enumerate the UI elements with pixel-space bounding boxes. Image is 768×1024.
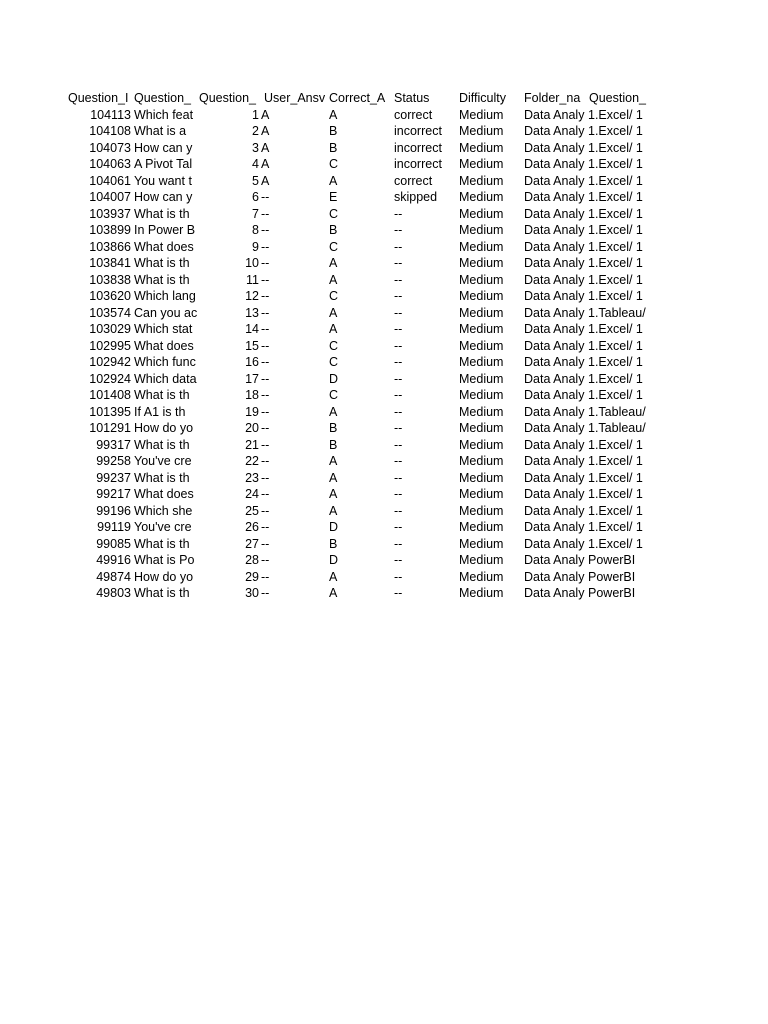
cell-difficulty[interactable]: Medium (459, 272, 504, 287)
cell-question-id[interactable]: 103574 (89, 305, 131, 320)
cell-question[interactable]: You've cre (134, 454, 192, 468)
cell-question-topic[interactable]: 1.Excel/ 1 (588, 338, 643, 353)
cell-question-topic[interactable]: 1.Excel/ 1 (588, 487, 643, 501)
cell-correct-answer[interactable]: B (329, 421, 338, 435)
cell-question-id[interactable]: 103866 (89, 239, 131, 254)
cell-question[interactable]: Can you ac (134, 305, 198, 320)
cell-difficulty[interactable]: Medium (459, 388, 504, 402)
cell-correct-answer[interactable]: C (329, 206, 339, 221)
cell-folder-name[interactable]: Data Analy (524, 157, 585, 171)
cell-correct-answer[interactable]: A (329, 569, 338, 584)
cell-correct-answer[interactable]: C (329, 355, 339, 369)
cell-question-number[interactable]: 24 (245, 487, 259, 501)
cell-status[interactable]: correct (394, 107, 433, 122)
cell-difficulty[interactable]: Medium (459, 569, 504, 584)
cell-question-number[interactable]: 18 (245, 388, 259, 402)
header-question-topic[interactable]: Question_ (589, 91, 646, 105)
cell-question[interactable]: How can y (134, 190, 193, 204)
cell-status[interactable]: -- (394, 569, 403, 584)
cell-status[interactable]: -- (394, 305, 403, 320)
cell-status[interactable]: -- (394, 206, 403, 221)
cell-question-id[interactable]: 104113 (90, 107, 131, 122)
cell-question-topic[interactable]: 1.Excel/ 1 (588, 355, 643, 369)
cell-folder-name[interactable]: Data Analy (524, 190, 585, 204)
cell-question-topic[interactable]: 1.Tableau/ (588, 404, 646, 419)
cell-question-topic[interactable]: 1.Excel/ 1 (588, 272, 643, 287)
cell-difficulty[interactable]: Medium (459, 437, 504, 452)
cell-question-number[interactable]: 1 (252, 107, 259, 122)
cell-question-topic[interactable]: 1.Excel/ 1 (588, 206, 643, 221)
cell-question-topic[interactable]: 1.Excel/ 1 (588, 239, 643, 254)
cell-question-topic[interactable]: PowerBI (588, 586, 636, 600)
cell-question[interactable]: How do yo (134, 569, 194, 584)
cell-correct-answer[interactable]: A (329, 173, 338, 188)
cell-question-number[interactable]: 3 (252, 140, 259, 155)
cell-question-id[interactable]: 104108 (89, 124, 131, 138)
cell-status[interactable]: -- (394, 586, 403, 600)
cell-folder-name[interactable]: Data Analy (524, 272, 585, 287)
cell-question-id[interactable]: 103838 (89, 272, 131, 287)
cell-question-topic[interactable]: 1.Tableau/ (588, 305, 646, 320)
cell-question-topic[interactable]: 1.Excel/ 1 (588, 388, 643, 402)
cell-folder-name[interactable]: Data Analy (524, 421, 585, 435)
cell-correct-answer[interactable]: A (329, 470, 338, 485)
cell-question-topic[interactable]: 1.Tableau/ (588, 421, 646, 435)
cell-question-id[interactable]: 103029 (89, 322, 131, 336)
cell-question-topic[interactable]: 1.Excel/ 1 (588, 437, 643, 452)
cell-question[interactable]: How can y (134, 140, 193, 155)
cell-status[interactable]: -- (394, 371, 403, 386)
cell-folder-name[interactable]: Data Analy (524, 553, 585, 567)
cell-difficulty[interactable]: Medium (459, 107, 504, 122)
cell-question-id[interactable]: 99085 (96, 536, 131, 551)
cell-question-topic[interactable]: 1.Excel/ 1 (588, 173, 643, 188)
cell-difficulty[interactable]: Medium (459, 355, 504, 369)
cell-folder-name[interactable]: Data Analy (524, 107, 585, 122)
cell-user-answer[interactable]: -- (261, 437, 270, 452)
cell-status[interactable]: incorrect (394, 124, 442, 138)
cell-folder-name[interactable]: Data Analy (524, 305, 585, 320)
cell-question[interactable]: What is th (134, 388, 190, 402)
cell-question-number[interactable]: 30 (245, 586, 259, 600)
cell-question[interactable]: A Pivot Tal (134, 157, 193, 171)
cell-correct-answer[interactable]: E (329, 190, 338, 204)
cell-question[interactable]: Which feat (134, 107, 194, 122)
cell-user-answer[interactable]: -- (261, 371, 270, 386)
cell-question-number[interactable]: 7 (252, 206, 259, 221)
cell-question-number[interactable]: 22 (245, 454, 259, 468)
cell-folder-name[interactable]: Data Analy (524, 289, 585, 303)
cell-question-topic[interactable]: 1.Excel/ 1 (588, 157, 643, 171)
cell-user-answer[interactable]: -- (261, 305, 270, 320)
cell-folder-name[interactable]: Data Analy (524, 322, 585, 336)
cell-question-id[interactable]: 101291 (89, 421, 131, 435)
cell-question-id[interactable]: 99317 (96, 437, 131, 452)
cell-difficulty[interactable]: Medium (459, 503, 504, 518)
cell-folder-name[interactable]: Data Analy (524, 503, 585, 518)
header-folder-name[interactable]: Folder_na (524, 91, 581, 105)
cell-question[interactable]: What is Po (134, 553, 195, 567)
cell-correct-answer[interactable]: C (329, 157, 339, 171)
cell-user-answer[interactable]: A (261, 140, 270, 155)
cell-user-answer[interactable]: A (261, 173, 270, 188)
cell-question[interactable]: What is th (134, 586, 190, 600)
cell-folder-name[interactable]: Data Analy (524, 437, 585, 452)
cell-user-answer[interactable]: -- (261, 338, 270, 353)
cell-user-answer[interactable]: -- (261, 404, 270, 419)
cell-question-id[interactable]: 99217 (96, 487, 131, 501)
cell-question[interactable]: What is th (134, 536, 190, 551)
cell-difficulty[interactable]: Medium (459, 140, 504, 155)
cell-folder-name[interactable]: Data Analy (524, 256, 585, 270)
cell-folder-name[interactable]: Data Analy (524, 487, 585, 501)
cell-status[interactable]: -- (394, 223, 403, 237)
cell-question-id[interactable]: 99258 (96, 454, 131, 468)
cell-correct-answer[interactable]: D (329, 553, 339, 567)
cell-correct-answer[interactable]: D (329, 371, 339, 386)
cell-question-number[interactable]: 6 (252, 190, 259, 204)
cell-correct-answer[interactable]: C (329, 239, 339, 254)
cell-correct-answer[interactable]: B (329, 437, 338, 452)
cell-status[interactable]: -- (394, 388, 403, 402)
cell-question-number[interactable]: 11 (246, 272, 259, 287)
cell-question-id[interactable]: 101395 (89, 404, 131, 419)
cell-difficulty[interactable]: Medium (459, 289, 504, 303)
cell-question-topic[interactable]: 1.Excel/ 1 (588, 140, 643, 155)
cell-status[interactable]: -- (394, 553, 403, 567)
cell-user-answer[interactable]: -- (261, 503, 270, 518)
header-difficulty[interactable]: Difficulty (459, 91, 507, 105)
cell-question-number[interactable]: 8 (252, 223, 259, 237)
cell-folder-name[interactable]: Data Analy (524, 173, 585, 188)
cell-user-answer[interactable]: A (261, 157, 270, 171)
cell-difficulty[interactable]: Medium (459, 536, 504, 551)
cell-folder-name[interactable]: Data Analy (524, 206, 585, 221)
cell-correct-answer[interactable]: A (329, 272, 338, 287)
cell-difficulty[interactable]: Medium (459, 520, 504, 534)
cell-correct-answer[interactable]: A (329, 256, 338, 270)
cell-user-answer[interactable]: -- (261, 421, 270, 435)
cell-difficulty[interactable]: Medium (459, 421, 504, 435)
cell-question[interactable]: How do yo (134, 421, 194, 435)
cell-question-topic[interactable]: 1.Excel/ 1 (588, 322, 643, 336)
cell-question-id[interactable]: 99237 (96, 470, 131, 485)
cell-difficulty[interactable]: Medium (459, 338, 504, 353)
cell-user-answer[interactable]: -- (261, 553, 270, 567)
cell-correct-answer[interactable]: B (329, 223, 338, 237)
cell-folder-name[interactable]: Data Analy (524, 388, 585, 402)
cell-question-id[interactable]: 102924 (89, 371, 131, 386)
cell-user-answer[interactable]: A (261, 124, 270, 138)
cell-status[interactable]: -- (394, 272, 403, 287)
header-status[interactable]: Status (394, 91, 430, 105)
cell-question-id[interactable]: 103899 (89, 223, 131, 237)
cell-question-number[interactable]: 26 (245, 520, 259, 534)
cell-folder-name[interactable]: Data Analy (524, 536, 585, 551)
cell-question-number[interactable]: 17 (245, 371, 259, 386)
cell-question-number[interactable]: 16 (245, 355, 259, 369)
cell-question-topic[interactable]: 1.Excel/ 1 (588, 470, 643, 485)
cell-question-id[interactable]: 103841 (89, 256, 131, 270)
cell-correct-answer[interactable]: A (329, 503, 338, 518)
cell-folder-name[interactable]: Data Analy (524, 371, 585, 386)
cell-user-answer[interactable]: -- (261, 206, 270, 221)
cell-question-number[interactable]: 25 (245, 503, 259, 518)
cell-question-topic[interactable]: 1.Excel/ 1 (588, 190, 643, 204)
cell-status[interactable]: -- (394, 454, 403, 468)
cell-status[interactable]: -- (394, 520, 403, 534)
cell-user-answer[interactable]: A (261, 107, 270, 122)
cell-question-id[interactable]: 49803 (96, 586, 131, 600)
cell-question-number[interactable]: 12 (245, 289, 259, 303)
cell-question-topic[interactable]: 1.Excel/ 1 (588, 503, 643, 518)
cell-question[interactable]: What is a (134, 124, 187, 138)
cell-question[interactable]: You want t (134, 173, 192, 188)
cell-question-number[interactable]: 13 (245, 305, 259, 320)
cell-question[interactable]: In Power B (134, 223, 196, 237)
cell-question-number[interactable]: 29 (245, 569, 259, 584)
header-user-answer[interactable]: User_Ansv (264, 91, 326, 105)
cell-question-id[interactable]: 103937 (89, 206, 131, 221)
cell-correct-answer[interactable]: A (329, 454, 338, 468)
cell-question-number[interactable]: 4 (252, 157, 259, 171)
cell-question-id[interactable]: 104007 (89, 190, 131, 204)
cell-difficulty[interactable]: Medium (459, 322, 504, 336)
cell-question-number[interactable]: 9 (252, 239, 259, 254)
cell-question[interactable]: What does (134, 239, 194, 254)
cell-status[interactable]: skipped (394, 190, 438, 204)
cell-question-id[interactable]: 49916 (96, 553, 131, 567)
cell-question-topic[interactable]: 1.Excel/ 1 (588, 223, 643, 237)
cell-correct-answer[interactable]: C (329, 388, 339, 402)
header-question[interactable]: Question_ (134, 91, 191, 105)
cell-question-number[interactable]: 20 (245, 421, 259, 435)
cell-question[interactable]: What is th (134, 256, 190, 270)
cell-difficulty[interactable]: Medium (459, 553, 504, 567)
cell-question-id[interactable]: 99119 (97, 520, 131, 534)
cell-user-answer[interactable]: -- (261, 536, 270, 551)
cell-question[interactable]: If A1 is th (134, 404, 186, 419)
cell-status[interactable]: -- (394, 470, 403, 485)
cell-user-answer[interactable]: -- (261, 289, 270, 303)
cell-question-id[interactable]: 103620 (89, 289, 131, 303)
cell-question-number[interactable]: 15 (245, 338, 259, 353)
cell-user-answer[interactable]: -- (261, 190, 270, 204)
cell-status[interactable]: -- (394, 322, 403, 336)
cell-status[interactable]: -- (394, 437, 403, 452)
cell-question-id[interactable]: 104061 (89, 173, 131, 188)
cell-user-answer[interactable]: -- (261, 272, 270, 287)
cell-folder-name[interactable]: Data Analy (524, 404, 585, 419)
cell-question[interactable]: What is th (134, 437, 190, 452)
cell-question-number[interactable]: 10 (245, 256, 259, 270)
cell-question[interactable]: What is th (134, 470, 190, 485)
header-question-number[interactable]: Question_ (199, 91, 256, 105)
cell-user-answer[interactable]: -- (261, 454, 270, 468)
cell-folder-name[interactable]: Data Analy (524, 520, 585, 534)
cell-question-topic[interactable]: PowerBI (588, 553, 636, 567)
cell-user-answer[interactable]: -- (261, 586, 270, 600)
cell-status[interactable]: -- (394, 487, 403, 501)
cell-user-answer[interactable]: -- (261, 355, 270, 369)
cell-question-id[interactable]: 49874 (96, 569, 131, 584)
cell-folder-name[interactable]: Data Analy (524, 223, 585, 237)
cell-correct-answer[interactable]: D (329, 520, 339, 534)
cell-question-number[interactable]: 27 (245, 536, 259, 551)
cell-question-topic[interactable]: 1.Excel/ 1 (588, 536, 643, 551)
cell-user-answer[interactable]: -- (261, 256, 270, 270)
cell-user-answer[interactable]: -- (261, 487, 270, 501)
cell-question[interactable]: What does (134, 487, 194, 501)
cell-difficulty[interactable]: Medium (459, 404, 504, 419)
cell-difficulty[interactable]: Medium (459, 586, 504, 600)
cell-difficulty[interactable]: Medium (459, 190, 504, 204)
cell-user-answer[interactable]: -- (261, 223, 270, 237)
cell-question-id[interactable]: 99196 (96, 503, 131, 518)
cell-correct-answer[interactable]: B (329, 536, 338, 551)
cell-question-id[interactable]: 102995 (89, 338, 131, 353)
cell-status[interactable]: -- (394, 536, 403, 551)
cell-question-number[interactable]: 28 (245, 553, 259, 567)
cell-question-topic[interactable]: 1.Excel/ 1 (588, 371, 643, 386)
cell-folder-name[interactable]: Data Analy (524, 124, 585, 138)
cell-user-answer[interactable]: -- (261, 470, 270, 485)
cell-correct-answer[interactable]: B (329, 140, 338, 155)
cell-status[interactable]: -- (394, 239, 403, 254)
cell-folder-name[interactable]: Data Analy (524, 454, 585, 468)
cell-question[interactable]: Which lang (134, 289, 196, 303)
header-question-id[interactable]: Question_I (68, 91, 129, 105)
cell-question[interactable]: What is th (134, 272, 190, 287)
cell-difficulty[interactable]: Medium (459, 470, 504, 485)
cell-difficulty[interactable]: Medium (459, 173, 504, 188)
cell-status[interactable]: incorrect (394, 157, 442, 171)
cell-question-topic[interactable]: 1.Excel/ 1 (588, 107, 643, 122)
cell-difficulty[interactable]: Medium (459, 157, 504, 171)
cell-question[interactable]: Which she (134, 503, 193, 518)
cell-question-number[interactable]: 21 (245, 437, 259, 452)
cell-correct-answer[interactable]: A (329, 107, 338, 122)
cell-correct-answer[interactable]: A (329, 404, 338, 419)
cell-question-id[interactable]: 104073 (89, 140, 131, 155)
cell-correct-answer[interactable]: C (329, 289, 339, 303)
cell-user-answer[interactable]: -- (261, 239, 270, 254)
cell-folder-name[interactable]: Data Analy (524, 470, 585, 485)
cell-question-topic[interactable]: 1.Excel/ 1 (588, 520, 643, 534)
cell-difficulty[interactable]: Medium (459, 305, 504, 320)
cell-status[interactable]: incorrect (394, 140, 442, 155)
cell-question[interactable]: What is th (134, 206, 190, 221)
cell-status[interactable]: -- (394, 503, 403, 518)
cell-question[interactable]: You've cre (134, 520, 192, 534)
cell-question-topic[interactable]: 1.Excel/ 1 (588, 256, 643, 270)
cell-difficulty[interactable]: Medium (459, 454, 504, 468)
cell-difficulty[interactable]: Medium (459, 256, 504, 270)
cell-user-answer[interactable]: -- (261, 569, 270, 584)
cell-correct-answer[interactable]: A (329, 322, 338, 336)
cell-user-answer[interactable]: -- (261, 388, 270, 402)
cell-question-topic[interactable]: PowerBI (588, 569, 636, 584)
cell-difficulty[interactable]: Medium (459, 371, 504, 386)
cell-question-topic[interactable]: 1.Excel/ 1 (588, 289, 643, 303)
cell-correct-answer[interactable]: A (329, 305, 338, 320)
header-correct-answer[interactable]: Correct_A (329, 91, 386, 105)
cell-folder-name[interactable]: Data Analy (524, 355, 585, 369)
cell-status[interactable]: correct (394, 173, 433, 188)
cell-status[interactable]: -- (394, 355, 403, 369)
cell-folder-name[interactable]: Data Analy (524, 140, 585, 155)
cell-status[interactable]: -- (394, 256, 403, 270)
cell-question[interactable]: Which func (134, 355, 196, 369)
cell-difficulty[interactable]: Medium (459, 206, 504, 221)
cell-question[interactable]: Which stat (134, 322, 193, 336)
cell-question[interactable]: What does (134, 338, 194, 353)
cell-question-topic[interactable]: 1.Excel/ 1 (588, 454, 643, 468)
cell-question-number[interactable]: 19 (245, 404, 259, 419)
cell-question-number[interactable]: 2 (252, 124, 259, 138)
cell-folder-name[interactable]: Data Analy (524, 569, 585, 584)
cell-user-answer[interactable]: -- (261, 322, 270, 336)
cell-difficulty[interactable]: Medium (459, 239, 504, 254)
cell-question-number[interactable]: 23 (245, 470, 259, 485)
cell-folder-name[interactable]: Data Analy (524, 239, 585, 254)
cell-question-id[interactable]: 104063 (89, 157, 131, 171)
cell-status[interactable]: -- (394, 404, 403, 419)
cell-correct-answer[interactable]: A (329, 586, 338, 600)
cell-folder-name[interactable]: Data Analy (524, 586, 585, 600)
cell-status[interactable]: -- (394, 289, 403, 303)
cell-question-number[interactable]: 5 (252, 173, 259, 188)
cell-folder-name[interactable]: Data Analy (524, 338, 585, 353)
cell-status[interactable]: -- (394, 338, 403, 353)
cell-question-number[interactable]: 14 (245, 322, 259, 336)
cell-correct-answer[interactable]: B (329, 124, 338, 138)
cell-status[interactable]: -- (394, 421, 403, 435)
cell-correct-answer[interactable]: A (329, 487, 338, 501)
cell-correct-answer[interactable]: C (329, 338, 339, 353)
cell-difficulty[interactable]: Medium (459, 124, 504, 138)
cell-question-id[interactable]: 101408 (89, 388, 131, 402)
cell-question[interactable]: Which data (134, 371, 197, 386)
cell-difficulty[interactable]: Medium (459, 223, 504, 237)
cell-question-id[interactable]: 102942 (89, 355, 131, 369)
cell-difficulty[interactable]: Medium (459, 487, 504, 501)
cell-question-topic[interactable]: 1.Excel/ 1 (588, 124, 643, 138)
cell-user-answer[interactable]: -- (261, 520, 270, 534)
